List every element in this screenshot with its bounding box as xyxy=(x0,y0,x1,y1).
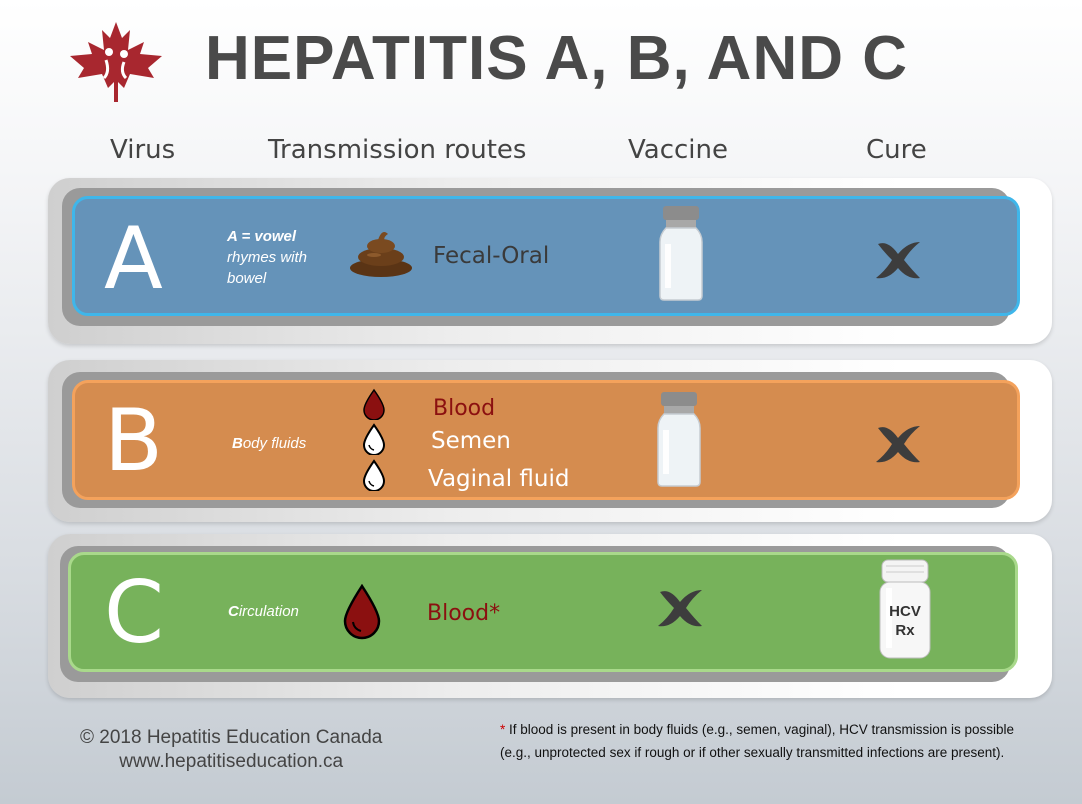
route-semen: Semen xyxy=(431,428,511,454)
vaginal-fluid-drop-icon xyxy=(362,459,386,491)
virus-letter-b: B xyxy=(104,391,163,491)
x-icon xyxy=(656,586,706,630)
column-header-vaccine: Vaccine xyxy=(628,135,728,165)
footnote-text: If blood is present in body fluids (e.g., semen, vaginal), HCV transmission is possible (e.g., unprotected sex if rough or if other sexually transmitted infections are present). xyxy=(500,722,1015,760)
semen-drop-icon xyxy=(362,423,386,455)
vaccine-vial-icon xyxy=(656,204,706,302)
pill-bottle-label: HCV Rx xyxy=(889,603,921,639)
vaccine-vial-icon xyxy=(654,390,704,488)
footnote xyxy=(500,718,1035,764)
maple-leaf-logo xyxy=(64,20,168,104)
poop-icon xyxy=(348,228,414,278)
column-header-virus: Virus xyxy=(110,135,176,165)
route-vaginal-fluid: Vaginal fluid xyxy=(428,466,570,492)
blood-drop-icon xyxy=(342,584,382,640)
blood-drop-icon xyxy=(362,388,386,420)
footnote-asterisk: * xyxy=(500,722,506,737)
virus-letter-a: A xyxy=(104,209,163,309)
route-blood-b: Blood xyxy=(433,396,496,421)
column-header-cure: Cure xyxy=(866,135,927,165)
x-icon xyxy=(874,238,924,282)
mnemonic-b: Body fluids xyxy=(232,435,307,452)
route-fecal-oral: Fecal-Oral xyxy=(433,243,550,269)
copyright-text: © 2018 Hepatitis Education Canada xyxy=(80,727,383,748)
row-c-panel xyxy=(68,552,1018,672)
footer-credits xyxy=(80,726,382,774)
column-header-routes: Transmission routes xyxy=(268,135,527,165)
mnemonic-a: A = vowel rhymes with bowel xyxy=(227,228,308,287)
virus-letter-c: C xyxy=(104,563,165,663)
route-blood-c: Blood* xyxy=(427,601,501,626)
x-icon xyxy=(874,422,924,466)
page-title: HEPATITIS A, B, AND C xyxy=(205,24,908,93)
mnemonic-c: Circulation xyxy=(228,603,299,620)
website-link[interactable]: www.hepatitiseducation.ca xyxy=(119,751,344,772)
